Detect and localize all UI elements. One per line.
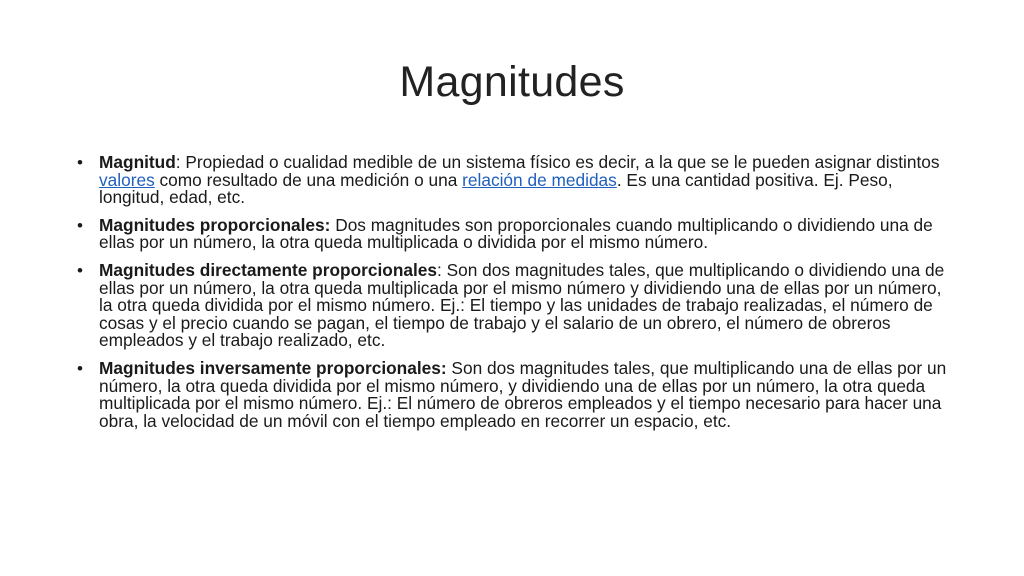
bullet-text: Dos magnitudes son proporcionales cuando multiplicando o dividiendo una de ellas por un número, la otra queda multiplicada o dividida por el mismo número. [99, 214, 933, 253]
bullet-term: Magnitud [99, 152, 176, 172]
link-valores[interactable]: valores [99, 169, 155, 190]
slide-title: Magnitudes [399, 58, 625, 106]
bullet-text: . Es una cantidad positiva. Ej. Peso, longitud, edad, etc. [99, 169, 893, 208]
bullet-term: Magnitudes directamente proporcionales [99, 259, 438, 280]
bullet-item-proporcionales [75, 214, 955, 253]
bullet-term: Magnitudes proporcionales: [99, 214, 331, 235]
bullet-icon: • [77, 153, 83, 172]
bullet-text: : Propiedad o cualidad medible de un sistema físico es decir, a la que se le pueden asignar distintos [175, 152, 940, 172]
bullet-item-magnitud [75, 154, 955, 207]
link-relacion-de-medidas[interactable]: relación de medidas [462, 169, 617, 190]
bullet-icon: • [77, 215, 83, 235]
bullet-item-inversamente-proporcionales [75, 357, 955, 431]
bullet-text: Son dos magnitudes tales, que multiplicando una de ellas por un número, la otra queda dividida por el mismo número, y dividiendo una de ellas por un número, la otra queda multiplicada por el mismo número. Ej.: El número de obreros empleados y el tiempo necesario para hacer una obra, la velocidad de un móvil con el tiempo empleado en recorrer un espacio, etc. [99, 357, 947, 431]
bullet-list [75, 154, 955, 440]
bullet-icon: • [77, 358, 83, 378]
bullet-item-directamente-proporcionales [75, 259, 955, 351]
bullet-icon: • [77, 260, 83, 280]
bullet-term: Magnitudes inversamente proporcionales: [99, 357, 447, 378]
bullet-text: como resultado de una medición o una [154, 169, 463, 190]
bullet-text: : Son dos magnitudes tales, que multiplicando o dividiendo una de ellas por un número, la otra queda multiplicada por el mismo número y dividiendo una de ellas por un número, la otra queda dividida por el mismo número. Ej.: El tiempo y las unidades de trabajo realizadas, el número de cosas y el precio cuando se pagan, el tiempo de trabajo y el salario de un obrero, el número de obreros empleados y el trabajo realizado, etc. [99, 259, 945, 351]
